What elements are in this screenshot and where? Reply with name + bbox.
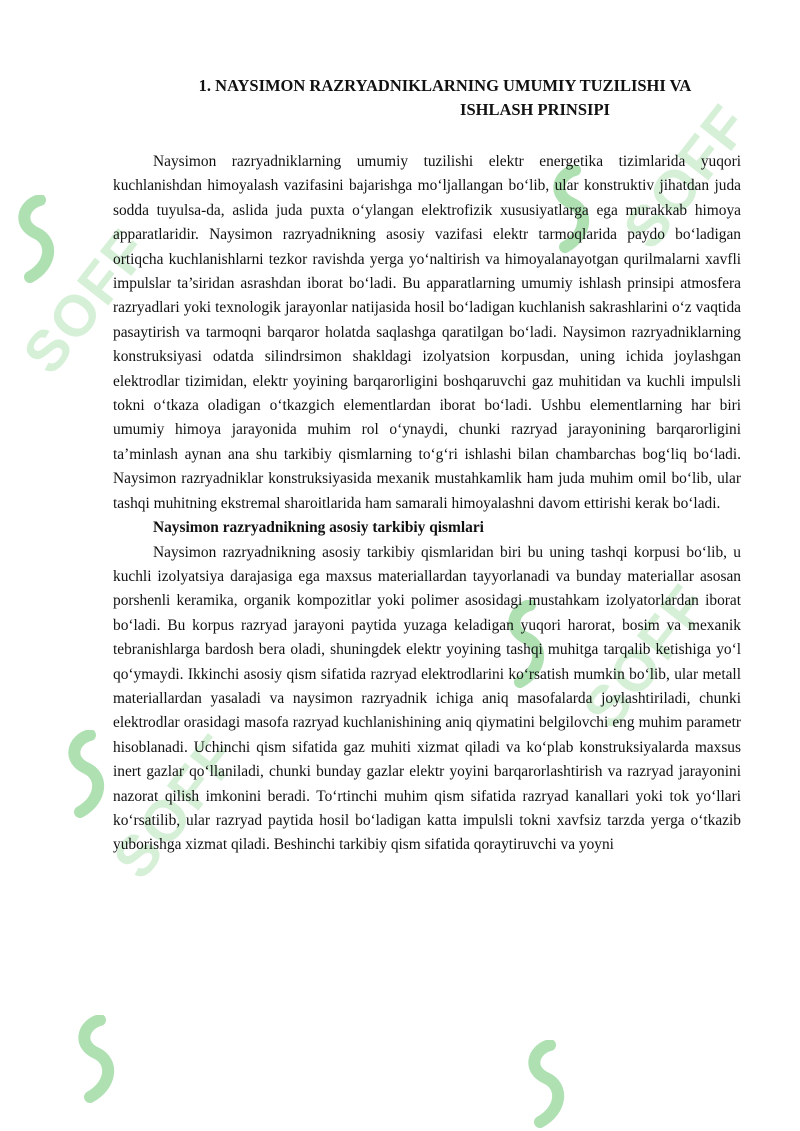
section-heading bbox=[110, 74, 780, 122]
document-body bbox=[113, 150, 741, 858]
paragraph-intro: Naysimon razryadniklarning umumiy tuzilishi elektr energetika tizimlarida yuqori kuchlanishdan himoyalash vazifasini bajarishga mo‘ljallangan bo‘lib, ular konstruktiv jihatdan juda sodda tuyulsa-da, aslida juda puxta o‘ylangan elektrofizik xususiyatlarga ega murakkab himoya apparatlaridir. Naysimon razryadnikning asosiy vazifasi elektr tarmoqlarida paydo bo‘ladigan ortiqcha kuchlanishlarni tezkor ravishda yerga yo‘naltirish va himoyalanayotgan qurilmalarni xavfli impulslar ta’siridan asrashdan iborat bo‘ladi. Bu apparatlarning umumiy ishlash prinsipi atmosfera razryadlari yoki texnologik jarayonlar natijasida hosil bo‘ladigan kuchlanish sakrashlarini o‘z vaqtida pasaytirish va tarmoqni barqaror holatda saqlashga qaratilgan bo‘ladi. Naysimon razryadniklarning konstruksiyasi odatda silindrsimon shakldagi izolyatsion korpusdan, uning ichida joylashgan elektrodlar tizimidan, elektr yoyining barqarorligini boshqaruvchi gaz muhitidan va kuchli impulsli tokni o‘tkaza oladigan o‘tkazgich elementlardan iborat bo‘ladi. Ushbu elementlarning har biri umumiy himoya jarayonida muhim rol o‘ynaydi, chunki razryad jarayonining barqarorligini ta’minlash aynan ana shu tarkibiy qismlarning to‘g‘ri ishlashi bilan chambarchas bog‘liq bo‘ladi. Naysimon razryadniklar konstruksiyasida mexanik mustahkamlik ham juda muhim omil bo‘lib, ular tashqi muhitning ekstremal sharoitlarida ham samarali himoyalashni davom ettirishi kerak bo‘ladi. bbox=[113, 153, 741, 512]
heading-line-1: 1. NAYSIMON RAZRYADNIKLARNING UMUMIY TUZILISHI VA bbox=[198, 76, 692, 95]
watermark-logo-icon bbox=[60, 730, 118, 820]
watermark-text: SOFF bbox=[610, 92, 763, 261]
watermark-logo-icon bbox=[520, 1040, 578, 1130]
watermark-text: SOFF bbox=[100, 722, 253, 891]
watermark-text: SOFF bbox=[570, 572, 723, 741]
paragraph-components: Naysimon razryadnikning asosiy tarkibiy qismlaridan biri bu uning tashqi korpusi bo‘lib, u kuchli izolyatsiya darajasiga ega maxsus materiallardan tayyorlanadi va bunday materiallar asosan porshenli keramika, organik kompozitlar yoki polimer asosidagi mustahkam izolyatorlardan iborat bo‘ladi. Bu korpus razryad jarayoni paytida yuzaga keladigan yuqori harorat, bosim va mexanik tebranishlarga bardosh bera oladi, shuningdek elektr yoyining tashqi muhitga tarqalib ketishiga yo‘l qo‘ymaydi. Ikkinchi asosiy qism sifatida razryad elektrodlarini ko‘rsatish mumkin bo‘lib, ular metall materiallardan yasaladi va naysimon razryadnik ichiga aniq masofalarda joylashtiriladi, chunki elektrodlar orasidagi masofa razryad kuchlanishining aniq qiymatini belgilovchi eng muhim parametr hisoblanadi. Uchinchi qism sifatida gaz muhiti xizmat qiladi va ko‘plab konstruksiyalarda maxsus inert gazlar qo‘llaniladi, chunki bunday gazlar elektr yoyini barqarorlashtirish va razryad jarayonini nazorat qilish imkonini beradi. To‘rtinchi muhim qism sifatida razryad kanallari yoki tok yo‘llari ko‘rsatilib, ular razryad paytida hosil bo‘ladigan katta impulsli tokni xavfsiz tarzda yerga o‘tkazib yuborishga xizmat qiladi. Beshinchi tarkibiy qism sifatida qoraytiruvchi va yoyni bbox=[113, 543, 741, 854]
watermark-logo-icon bbox=[10, 195, 68, 285]
heading-line-2: ISHLASH PRINSIPI bbox=[460, 100, 610, 119]
watermark-text: SOFF bbox=[10, 217, 163, 386]
subsection-heading: Naysimon razryadnikning asosiy tarkibiy qismlari bbox=[153, 519, 484, 537]
watermark-logo-icon bbox=[70, 1015, 128, 1105]
